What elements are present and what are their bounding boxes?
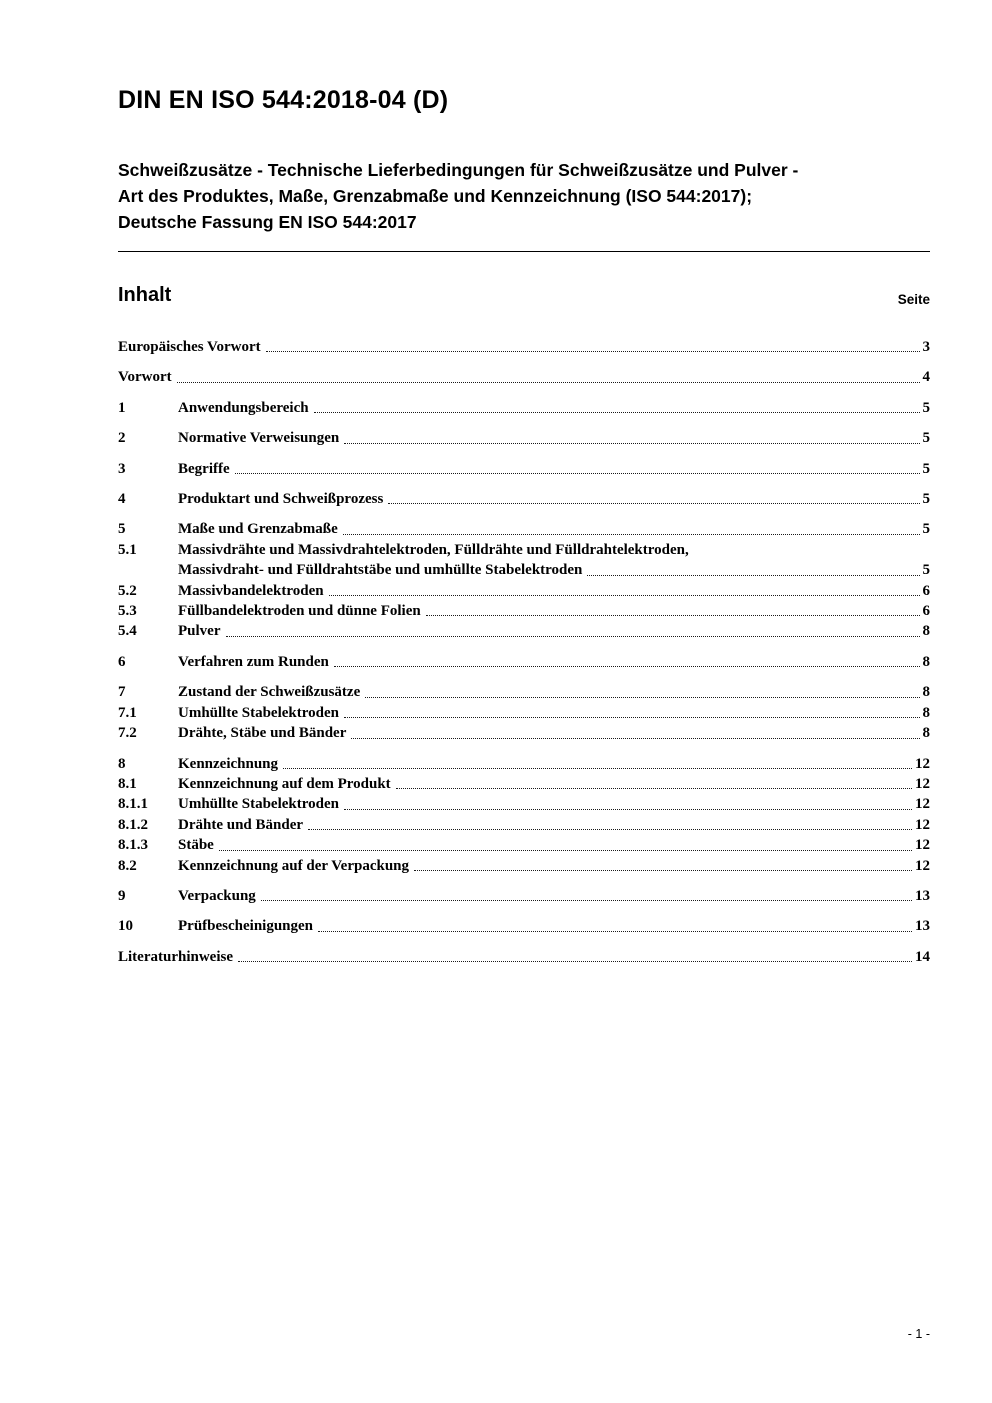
toc-entry	[118, 947, 930, 967]
toc-entry-title: Umhüllte Stabelektroden	[178, 796, 339, 813]
toc-entry	[118, 835, 930, 855]
toc-dot-leader	[261, 900, 912, 901]
toc-entry-number: 7.1	[118, 704, 137, 721]
toc-entry-page: 13	[915, 887, 930, 904]
toc-entry-page: 6	[922, 582, 930, 599]
toc-dot-leader	[343, 534, 920, 535]
toc-entry	[118, 886, 930, 906]
toc-entry-page: 8	[922, 704, 930, 721]
toc-entry-number: 5.2	[118, 582, 137, 599]
toc-entry-number: 9	[118, 887, 126, 904]
toc-dot-leader	[344, 443, 919, 444]
toc-entry-number: 7.2	[118, 725, 137, 742]
toc-entry-title: Kennzeichnung auf der Verpackung	[178, 857, 410, 874]
toc-entry-number: 8	[118, 755, 126, 772]
toc-entry-title: Kennzeichnung	[178, 755, 279, 772]
toc-entry-title: Kennzeichnung auf dem Produkt	[178, 775, 391, 792]
toc-entry-title: Umhüllte Stabelektroden	[178, 704, 339, 721]
toc-dot-leader	[226, 636, 920, 637]
toc-dot-leader	[351, 738, 919, 739]
toc-entry	[118, 560, 930, 580]
toc-entry-title: Massivbandelektroden	[178, 582, 324, 599]
toc-entry-title: Europäisches Vorwort	[118, 339, 261, 355]
toc-entry-title: Massivdraht- und Fülldrahtstäbe und umhüllte Stabelektroden	[178, 562, 583, 579]
toc-entry	[118, 581, 930, 601]
toc-dot-leader	[365, 697, 919, 698]
toc-entry-page: 5	[922, 430, 930, 447]
toc-dot-leader	[266, 351, 920, 352]
toc-dot-leader	[344, 809, 912, 810]
toc-entry-title: Massivdrähte und Massivdrahtelektroden, Fülldrähte und Fülldrahtelektroden,	[178, 541, 689, 558]
toc-dot-leader	[238, 961, 912, 962]
toc-dot-leader	[396, 788, 912, 789]
toc-entry-title: Zustand der Schweißzusätze	[178, 684, 361, 701]
footer-page-number: - 1 -	[907, 1327, 930, 1341]
toc-entry-page: 12	[915, 857, 930, 874]
toc-entry-number: 3	[118, 460, 126, 477]
toc-entry-page: 8	[922, 725, 930, 742]
toc-entry-title: Produktart und Schweißprozess	[178, 491, 384, 508]
toc-dot-leader	[283, 768, 912, 769]
toc-entry	[118, 428, 930, 448]
toc-entry	[118, 652, 930, 672]
toc-entry-title: Füllbandelektroden und dünne Folien	[178, 603, 421, 620]
toc-entry-title: Drähte, Stäbe und Bänder	[178, 725, 347, 742]
toc-entry-number: 10	[118, 918, 133, 935]
document-title: DIN EN ISO 544:2018-04 (D)	[118, 86, 449, 114]
toc-entry	[118, 723, 930, 743]
toc-entry-page: 12	[915, 775, 930, 792]
toc-entry	[118, 621, 930, 641]
toc-entry-number: 5.3	[118, 603, 137, 620]
toc-entry-title: Vorwort	[118, 369, 172, 386]
document-subtitle-line-3: Deutsche Fassung EN ISO 544:2017	[118, 212, 417, 232]
toc-entry-number: 4	[118, 491, 126, 508]
toc-entry-number: 8.1.1	[118, 796, 148, 813]
toc-list	[118, 337, 930, 967]
toc-entry-number: 8.1	[118, 775, 137, 792]
toc-page-column-label: Seite	[897, 292, 930, 307]
toc-dot-leader	[235, 473, 920, 474]
toc-entry-page: 12	[915, 796, 930, 813]
toc-entry-title: Pulver	[178, 623, 221, 640]
toc-entry-title: Verpackung	[178, 887, 256, 904]
toc-entry	[118, 916, 930, 936]
document-subtitle-line-1: Schweißzusätze - Technische Lieferbedingungen für Schweißzusätze und Pulver -	[118, 160, 799, 180]
toc-dot-leader	[334, 666, 920, 667]
toc-entry-title: Normative Verweisungen	[178, 430, 340, 447]
toc-dot-leader	[344, 717, 920, 718]
toc-dot-leader	[388, 503, 919, 504]
toc-entry	[118, 815, 930, 835]
toc-entry-page: 12	[915, 837, 930, 854]
toc-entry	[118, 459, 930, 479]
toc-entry	[118, 703, 930, 723]
toc-entry	[118, 754, 930, 774]
toc-entry-number: 5.4	[118, 623, 137, 640]
page-content	[118, 86, 930, 967]
toc-entry	[118, 601, 930, 621]
toc-entry-number: 8.1.3	[118, 837, 148, 854]
toc-header	[118, 284, 930, 307]
toc-entry-page: 5	[922, 521, 930, 538]
toc-dot-leader	[219, 850, 912, 851]
toc-dot-leader	[177, 382, 920, 383]
toc-entry	[118, 682, 930, 702]
toc-entry-number: 7	[118, 684, 126, 701]
toc-entry-title: Stäbe	[178, 837, 214, 854]
toc-entry-page: 4	[922, 369, 930, 386]
toc-entry-page: 3	[922, 339, 930, 355]
toc-entry-page: 12	[915, 816, 930, 833]
toc-entry	[118, 774, 930, 794]
toc-entry-title: Prüfbescheinigungen	[178, 918, 314, 935]
toc-entry-page: 5	[922, 562, 930, 579]
toc-entry	[118, 337, 930, 357]
toc-entry-number: 1	[118, 399, 126, 416]
toc-entry-number: 8.2	[118, 857, 137, 874]
toc-entry-page: 8	[922, 684, 930, 701]
toc-entry	[118, 794, 930, 814]
toc-dot-leader	[314, 412, 920, 413]
toc-entry-page: 6	[922, 603, 930, 620]
toc-entry-page: 8	[922, 653, 930, 670]
toc-entry	[118, 856, 930, 876]
toc-heading: Inhalt	[118, 284, 172, 306]
toc-entry	[118, 367, 930, 387]
toc-dot-leader	[308, 829, 912, 830]
toc-entry-page: 5	[922, 399, 930, 416]
toc-entry-number: 5	[118, 521, 126, 538]
toc-entry-page: 5	[922, 491, 930, 508]
toc-entry-title: Maße und Grenzabmaße	[178, 521, 338, 538]
document-subtitle-line-2: Art des Produktes, Maße, Grenzabmaße und Kennzeichnung (ISO 544:2017);	[118, 186, 753, 206]
toc-dot-leader	[587, 575, 919, 576]
toc-entry	[118, 489, 930, 509]
toc-dot-leader	[414, 870, 912, 871]
toc-entry-page: 13	[915, 918, 930, 935]
toc-entry-page: 5	[922, 460, 930, 477]
toc-dot-leader	[329, 595, 920, 596]
toc-entry-title: Drähte und Bänder	[178, 816, 304, 833]
document-subtitle	[118, 157, 930, 235]
toc-entry-number: 2	[118, 430, 126, 447]
toc-entry-title: Begriffe	[178, 460, 230, 477]
toc-dot-leader	[318, 931, 912, 932]
toc-entry-number: 8.1.2	[118, 816, 148, 833]
toc-entry-number: 5.1	[118, 541, 137, 558]
toc-entry-page: 8	[922, 623, 930, 640]
toc-entry	[118, 519, 930, 539]
toc-entry-page: 14	[915, 948, 930, 965]
toc-dot-leader	[426, 615, 920, 616]
toc-entry	[118, 398, 930, 418]
toc-entry-page: 12	[915, 755, 930, 772]
title-divider	[118, 251, 930, 252]
toc-entry	[118, 540, 930, 560]
toc-entry-number: 6	[118, 653, 126, 670]
toc-entry-title: Anwendungsbereich	[178, 399, 309, 416]
toc-entry-title: Literaturhinweise	[118, 948, 233, 965]
toc-entry-title: Verfahren zum Runden	[178, 653, 329, 670]
